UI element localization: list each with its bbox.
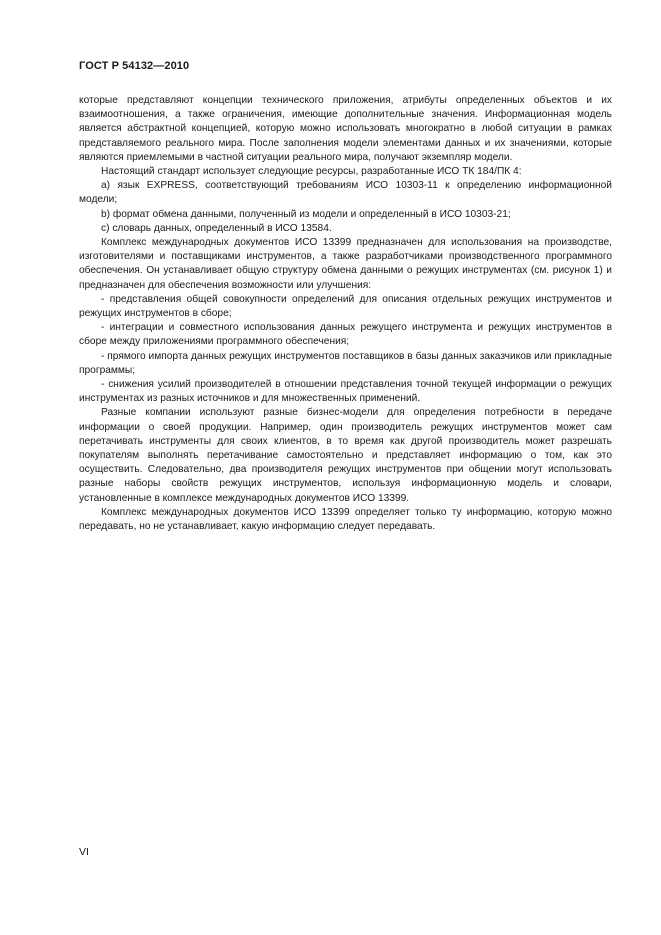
document-body — [79, 94, 612, 534]
body-paragraph-continuation: которые представляют концепции технического приложения, атрибуты определенных объектов и их взаимоотношения, а также ограничения, имеющие дополнительные значения. Информационная модель является абстрактной концепцией, которую можно использовать многократно в любой ситуации в рамках представляемого реального мира. После заполнения модели элементами данных и их значениями, которые являются приемлемыми в частной ситуации реального мира, получают экземпляр модели. — [79, 95, 612, 163]
dash-item-definitions: - представления общей совокупности определений для описания отдельных режущих инструментов и режущих инструментов в сборе; — [79, 293, 612, 320]
dash-item-import: - прямого импорта данных режущих инструментов поставщиков в базы данных заказчиков или прикладные программы; — [79, 350, 612, 376]
body-paragraph-business-models: Разные компании используют разные бизнес-модели для определения потребности в передаче информации о своей продукции. Например, один производитель режущих инструментов может сам перетачивать инструменты для своих клиентов, в то время как другой производитель может разрешать покупателям выполнять перетачивание самостоятельно и представляет информацию о том, как это осуществить. Следовательно, два производителя режущих инструментов при общении могут использовать разные наборы свойств режущих инструментов, используя информационную модель и словари, установленные в комплексе международных документов ИСО 13399. — [79, 407, 612, 504]
page-number-label: VI — [79, 846, 89, 858]
page-number — [79, 846, 89, 858]
standard-code: ГОСТ Р 54132—2010 — [79, 60, 190, 72]
body-paragraph-resources-intro: Настоящий стандарт использует следующие ресурсы, разработанные ИСО ТК 184/ПК 4: — [101, 166, 522, 178]
body-paragraph-scope: Комплекс международных документов ИСО 13399 определяет только ту информацию, которую можно передавать, но не устанавливает, какую информацию следует передавать. — [79, 506, 612, 533]
dash-item-reduction: - снижения усилий производителей в отношении представления точной текущей информации о режущих инструментах из разных источников и для множественных применений. — [79, 379, 612, 405]
document-header — [79, 60, 189, 72]
body-paragraph-iso13399-purpose: Комплекс международных документов ИСО 13399 предназначен для использования на производстве, изготовителями и поставщиками инструментов, а также разработчиками производственного программного обеспечения. Он устанавливает общую структуру обмена данными о режущих инструментах (см. рисунок 1) и предназначен для обеспечения возможности или улучшения: — [79, 237, 612, 291]
list-item-b: b) формат обмена данными, полученный из модели и определенный в ИСО 10303-21; — [101, 208, 511, 220]
list-item-c: c) словарь данных, определенный в ИСО 13584. — [101, 222, 332, 234]
dash-item-integration: - интеграции и совместного использования данных режущего инструмента и режущих инструментов в сборе между приложениями программного обеспечения; — [79, 322, 612, 348]
list-item-a: a) язык EXPRESS, соответствующий требованиям ИСО 10303-11 к определению информационной модели; — [79, 180, 612, 206]
